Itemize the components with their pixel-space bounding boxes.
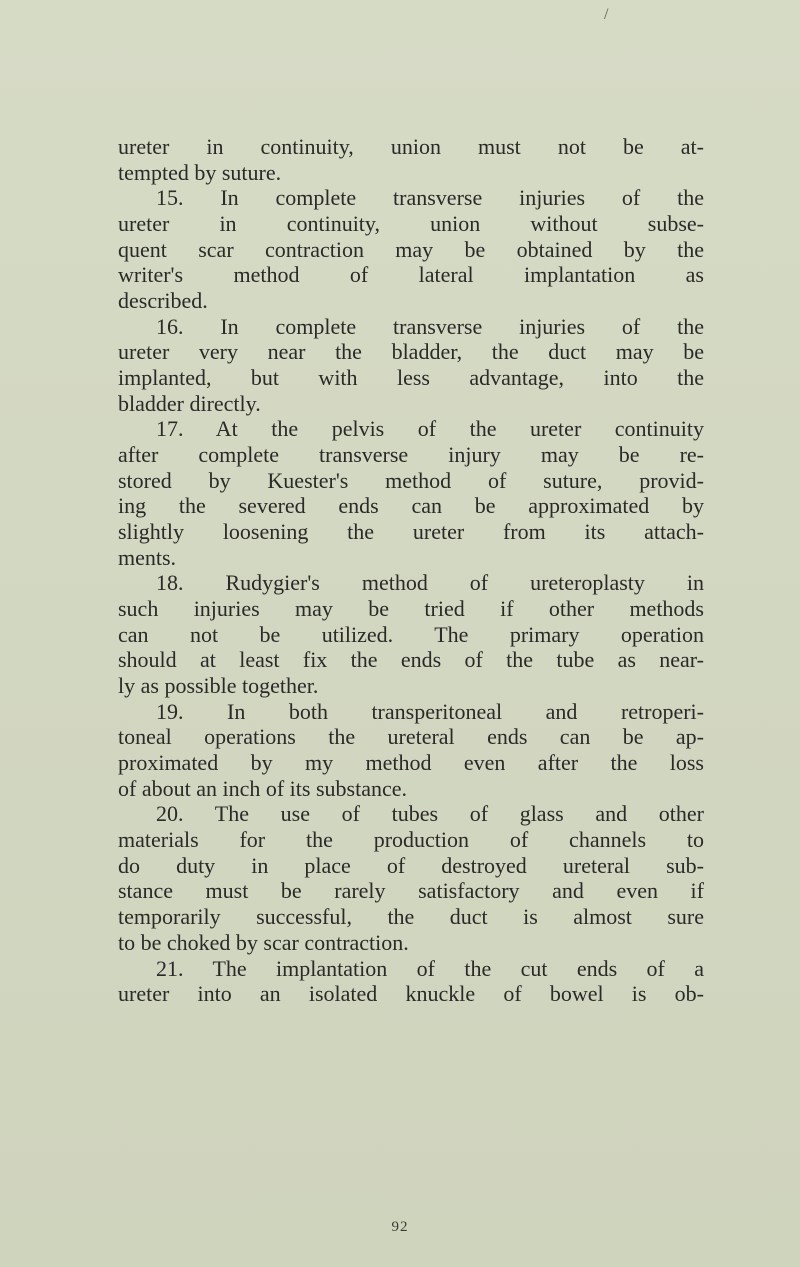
text-line: 15. In complete transverse injuries of the [156,185,704,211]
text-line: ureter in continuity, union must not be at- [118,134,704,159]
text-line: quent scar contraction may be obtained by the [118,236,704,262]
text-line: writer's method of lateral implantation as [118,262,704,288]
text-line: 21. The implantation of the cut ends of a [156,955,704,981]
page-number: 92 [391,1219,409,1235]
text-line: tempted by suture. [118,159,282,185]
text-line: of about an inch of its substance. [118,775,407,801]
text-line: can not be utilized. The primary operation [118,621,704,647]
text-line: ly as possible together. [118,673,319,699]
text-line: 20. The use of tubes of glass and other [156,801,704,827]
text-line: implanted, but with less advantage, into the [118,365,704,391]
text-line: stored by Kuester's method of suture, provid- [118,467,704,493]
text-line: do duty in place of destroyed ureteral sub- [118,852,704,878]
text-line: should at least fix the ends of the tube as near- [118,647,704,673]
text-line: proximated by my method even after the loss [118,750,704,776]
text-line: after complete transverse injury may be re- [118,442,704,468]
margin-mark: / [604,6,609,23]
text-line: ureter very near the bladder, the duct may be [118,339,704,365]
text-line: to be choked by scar contraction. [118,929,409,955]
text-line: such injuries may be tried if other methods [118,596,704,622]
text-line: bladder directly. [118,390,261,416]
text-line: stance must be rarely satisfactory and even if [118,878,704,904]
text-line: ureter into an isolated knuckle of bowel is ob- [118,981,704,1007]
text-line: toneal operations the ureteral ends can be ap- [118,724,704,750]
text-line: temporarily successful, the duct is almost sure [118,904,704,930]
text-line: described. [118,288,208,314]
text-line: ureter in continuity, union without subse- [118,211,704,237]
text-line: ing the severed ends can be approximated by [118,493,704,519]
text-line: slightly loosening the ureter from its attach- [118,519,704,545]
text-line: 17. At the pelvis of the ureter continuity [156,416,704,442]
text-line: ments. [118,544,177,570]
text-line: 16. In complete transverse injuries of the [156,313,704,339]
text-line: materials for the production of channels to [118,827,704,853]
text-line: 19. In both transperitoneal and retroperi- [156,698,704,724]
text-line: 18. Rudygier's method of ureteroplasty in [156,570,704,596]
body-text [118,134,704,1007]
